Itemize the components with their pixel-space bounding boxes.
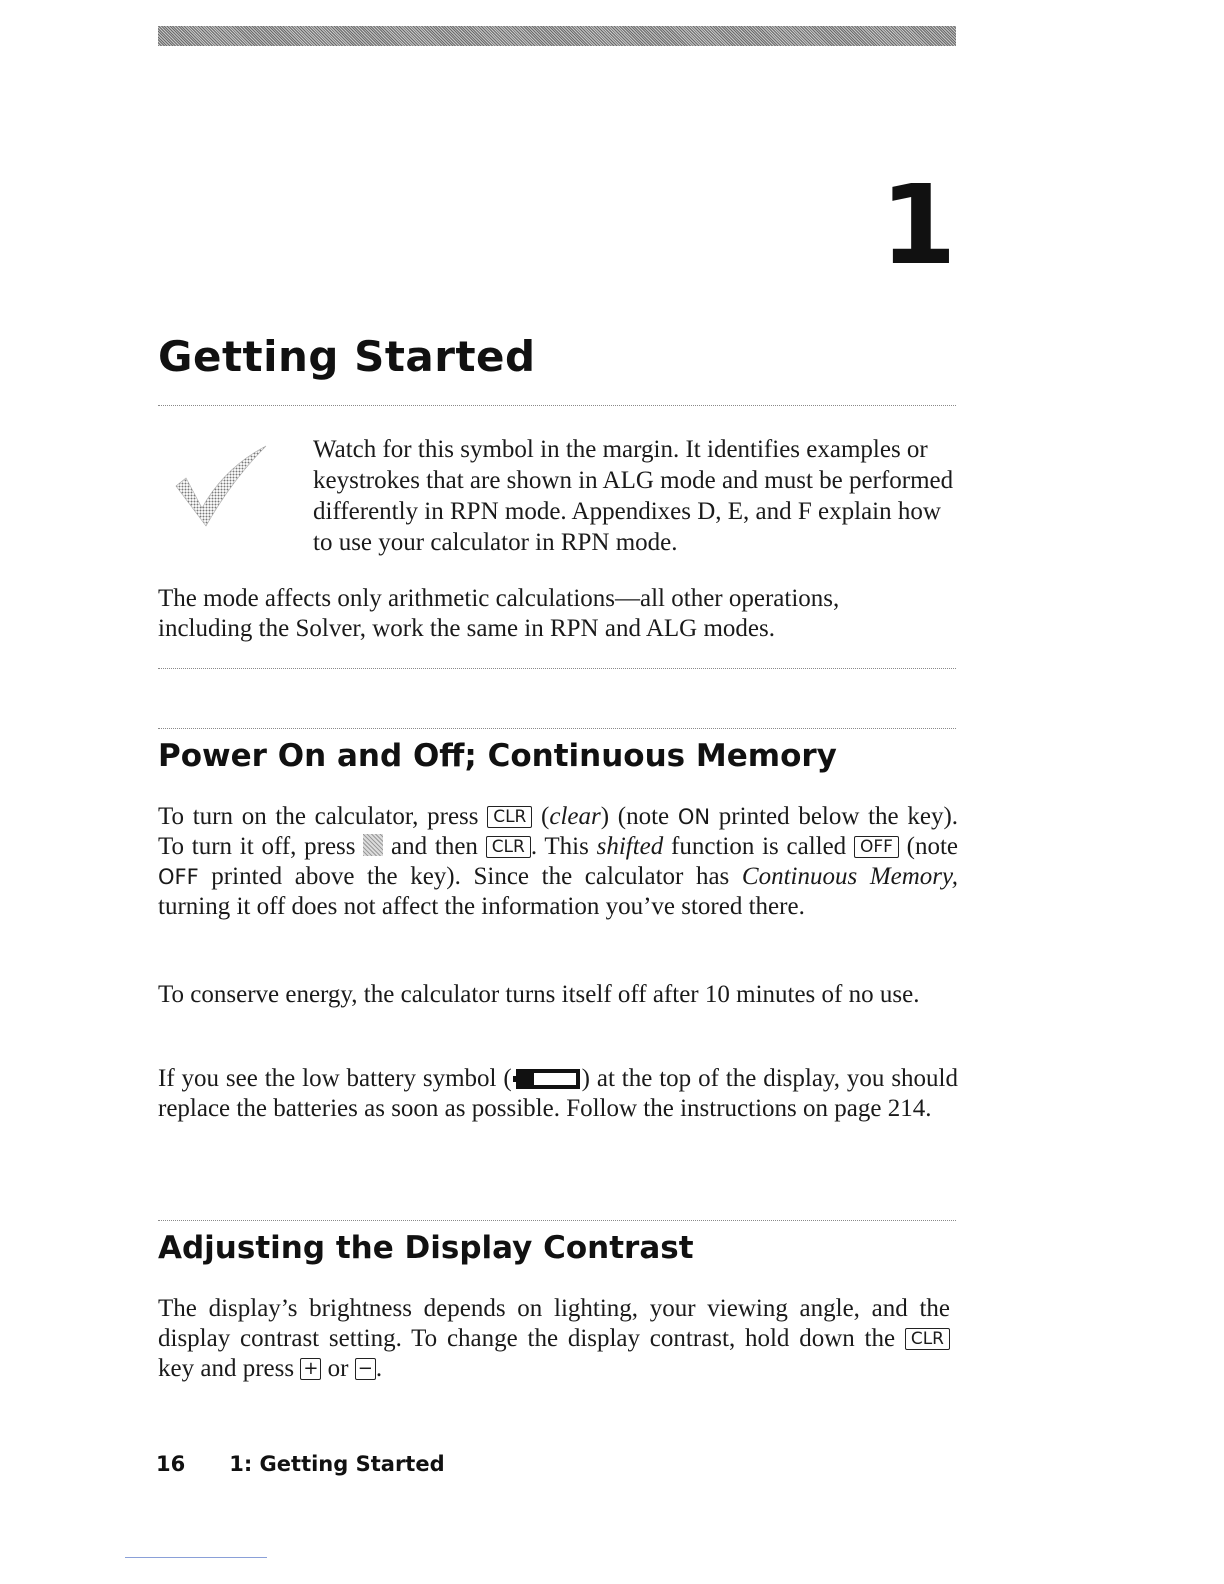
off-key: OFF [854,836,899,858]
checkmark-icon [172,440,272,530]
power-paragraph: To turn on the calculator, press CLR (clear) (note ON printed below the key). To turn it off, press and then CLR . This shifted function is called OFF (note OFF printed above the key). Since the calculator has Continuous Memory, turning it off does not affect the information you’ve stored there. [158,803,959,920]
intro-paragraph: The mode affects only arithmetic calculations—all other operations, including the Solver, work the same in RPN and ALG modes. [158,585,840,642]
chapter-number: 1 [880,161,957,289]
minus-key: − [355,1358,376,1380]
alg-mode-note: Watch for this symbol in the margin. It identifies examples or keystrokes that are shown in ALG mode and must be performed differently in RPN mode. Appendixes D, E, and F explain how to use your calculator in RPN mode. [313,436,954,556]
page-number: 16 [156,1452,186,1476]
chapter-title: Getting Started [158,332,536,381]
divider [158,405,956,406]
clr-key: CLR [487,806,532,828]
energy-paragraph: To conserve energy, the calculator turns itself off after 10 minutes of no use. [158,981,920,1008]
divider [158,668,956,669]
low-battery-icon [512,1068,582,1090]
running-footer-chapter: 1: Getting Started [229,1452,445,1476]
shift-key-icon [363,834,383,856]
section-heading-contrast: Adjusting the Display Contrast [158,1230,694,1266]
clr-key: CLR [486,836,531,858]
divider [158,728,956,729]
section-heading-power: Power On and Off; Continuous Memory [158,738,837,774]
on-label: ON [677,805,711,829]
bottom-rule [125,1557,267,1558]
plus-key: + [300,1358,321,1380]
divider [158,1220,956,1221]
off-label: OFF [158,865,199,889]
page-footer [156,1450,445,1478]
contrast-paragraph: The display’s brightness depends on lighting, your viewing angle, and the display contrast setting. To change the display contrast, hold down the CLR key and press + or − . [158,1295,950,1382]
clr-key: CLR [905,1328,950,1350]
chapter-header-bar [158,26,956,46]
battery-paragraph: If you see the low battery symbol ( ) at the top of the display, you should replace the batteries as soon as possible. Follow the instructions on page 214. [158,1065,958,1122]
